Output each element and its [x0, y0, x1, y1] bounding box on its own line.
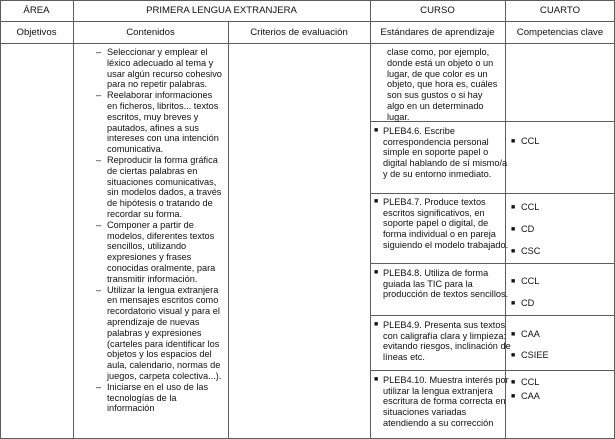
competencia: [511, 224, 534, 235]
contenido-item: – Reelaborar informaciones en ficheros, libritos... textos escritos, muy breves y pautados, afines a sus intereses con una intención comunicativa.: [96, 90, 223, 155]
competencia-code: CCL: [521, 202, 540, 212]
estandar-item: [374, 126, 511, 180]
competencia-code: CD: [521, 224, 535, 234]
contenidos-list: [96, 47, 223, 436]
competencia-code: CD: [521, 298, 535, 308]
column-header-divider: [0, 43, 615, 44]
competencia-code: CAA: [521, 329, 540, 339]
bullet-icon: ■: [511, 300, 516, 307]
estandar-text: PLEB4.6. Escribe correspondencia personal simple en soporte papel o digital hablando de sí mismo/a y de su entorno inmediato.: [383, 126, 508, 179]
table-border-left: [0, 0, 1, 439]
header-divider: [0, 21, 615, 22]
competencia: [511, 377, 539, 388]
contenido-item: – Componer a partir de modelos, diferentes textos sencillos, utilizando expresiones y frases conocidas oralmente, para transmitir información.: [96, 220, 223, 285]
bullet-icon: ■: [511, 379, 516, 386]
competencia: [511, 298, 534, 309]
row-divider: [370, 263, 615, 264]
row-divider: [370, 315, 615, 316]
estandar-item: [374, 320, 511, 363]
column-header-competencias: Competencias clave: [516, 27, 604, 38]
bullet-icon: ■: [374, 269, 379, 276]
bullet-icon: ■: [374, 127, 379, 134]
contenido-item: – Utilizar la lengua extranjera en mensajes escritos como recordatorio visual y para el aprendizaje de nuevas palabras y expresiones (carteles para identificar los objetos y los espacios del aula, calendario, normas de juegos, carpeta colectiva...).: [96, 285, 223, 382]
competencia: [511, 202, 539, 213]
competencia-code: CSC: [521, 246, 541, 256]
competencia: [511, 246, 540, 257]
competencia-code: CAA: [521, 391, 540, 401]
estandar-continuation: clase como, por ejemplo, donde está un objeto o un lugar, de que color es un objeto, que hora es, cuáles son sus gustos o si hay algo en un determinado lugar.: [387, 47, 498, 122]
column-divider: [228, 21, 229, 439]
column-header-contenidos: Contenidos: [126, 27, 175, 38]
bullet-icon: ■: [511, 138, 516, 145]
row-divider: [370, 370, 615, 371]
competencia: [511, 276, 539, 287]
curso-label: CURSO: [420, 5, 455, 16]
column-header-objetivos: Objetivos: [16, 27, 57, 38]
area-label: ÁREA: [23, 5, 50, 16]
contenido-item: – Seleccionar y emplear el léxico adecuado al tema y usar algún recurso cohesivo para no repetir palabras.: [96, 47, 223, 90]
contenido-item: – Reproducir la forma gráfica de ciertas palabras en situaciones comunicativas, sin modelos dados, a través de hipótesis o tratando de recordar su forma.: [96, 155, 223, 220]
bullet-icon: ■: [511, 393, 516, 400]
column-header-criterios: Criterios de evaluación: [250, 27, 348, 38]
column-header-estandares: Estándares de aprendizaje: [380, 27, 495, 38]
contenido-item: – Iniciarse en el uso de las tecnologías de la información: [96, 382, 223, 414]
bullet-icon: ■: [511, 331, 516, 338]
bullet-icon: ■: [374, 376, 379, 383]
table-border-top: [0, 0, 615, 1]
competencia-code: CCL: [521, 377, 540, 387]
bullet-icon: ■: [374, 198, 379, 205]
bullet-icon: ■: [511, 204, 516, 211]
estandar-text: PLEB4.9. Presenta sus textos con caligrafía clara y limpieza: evitando riesgos, inclinación de líneas etc.: [383, 320, 511, 363]
competencia: [511, 391, 540, 402]
bullet-icon: ■: [511, 248, 516, 255]
competencia-code: CCL: [521, 276, 540, 286]
competencia-code: CSIEE: [521, 350, 549, 360]
competencia: [511, 136, 539, 147]
competencia: [511, 350, 549, 361]
competencia: [511, 329, 540, 340]
bullet-icon: ■: [511, 278, 516, 285]
curso-value: CUARTO: [539, 5, 581, 16]
estandar-item: [374, 375, 511, 435]
bullet-icon: ■: [374, 321, 379, 328]
area-value: PRIMERA LENGUA EXTRANJERA: [146, 5, 297, 16]
competencia-code: CCL: [521, 136, 540, 146]
estandar-text: PLEB4.10. Muestra interés por utilizar la lengua extranjera escritura de forma correcta en situaciones variadas atendiendo a su corrección: [383, 375, 509, 428]
row-divider: [370, 193, 615, 194]
estandar-item: [374, 197, 511, 251]
column-divider: [73, 0, 74, 439]
column-divider: [370, 0, 371, 439]
estandar-item: [374, 268, 511, 300]
bullet-icon: ■: [511, 226, 516, 233]
bullet-icon: ■: [511, 352, 516, 359]
estandar-text: PLEB4.8. Utiliza de forma guiada las TIC para la producción de textos sencillos.: [383, 268, 509, 300]
estandar-text: PLEB4.7. Produce textos escritos significativos, en soporte papel o digital, de forma individual o en pareja siguiendo el modelo trabajado.: [383, 197, 509, 250]
